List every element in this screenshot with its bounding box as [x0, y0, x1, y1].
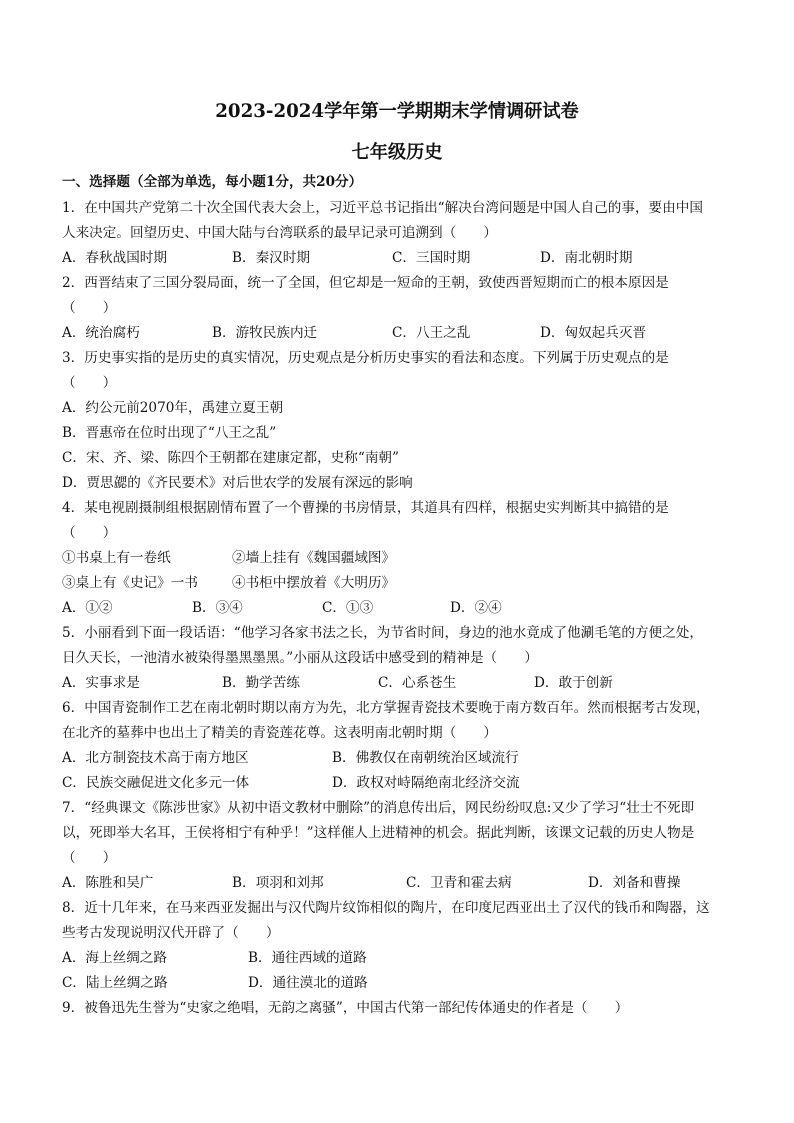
question-6-option-c: C．民族交融促进文化多元一体	[62, 775, 250, 791]
question-4-item-1: ①书桌上有一卷纸	[62, 550, 171, 566]
exam-subtitle: 七年级历史	[351, 142, 443, 163]
question-1-text-line-1: 1．在中国共产党第二十次全国代表大会上，习近平总书记指出“解决台湾问题是中国人自己的事，要由中国	[62, 200, 703, 216]
question-8-option-c: C．陆上丝绸之路	[62, 975, 168, 991]
question-5-option-d: D．敢于创新	[534, 675, 613, 691]
question-2-text-line-1: 2．西晋结束了三国分裂局面，统一了全国，但它却是一短命的王朝，致使西晋短期而亡的根本原因是	[62, 275, 669, 291]
question-4-text-line-1: 4．某电视剧摄制组根据剧情布置了一个曹操的书房情景，其道具有四样，根据史实判断其中搞错的是	[62, 500, 669, 516]
question-1-option-b: B．秦汉时期	[232, 250, 310, 266]
question-8-text-line-2: 些考古发现说明汉代开辟了（ ）	[62, 925, 280, 941]
question-4-item-3: ③桌上有《史记》一书	[62, 575, 198, 591]
question-6-text-line-2: 在北齐的墓葬中也出土了精美的青瓷莲花尊。这表明南北朝时期（ ）	[62, 725, 497, 741]
question-5-option-a: A．实事求是	[62, 675, 140, 691]
question-4-item-4: ④书柜中摆放着《大明历》	[232, 575, 396, 591]
question-9-text-line-1: 9．被鲁迅先生誉为“史家之绝唱，无韵之离骚”，中国古代第一部纪传体通史的作者是（ ）	[62, 1000, 629, 1016]
question-3-option-a: A．约公元前2070年，禹建立夏王朝	[62, 400, 284, 416]
question-3-option-b: B．晋惠帝在位时出现了“八王之乱”	[62, 425, 277, 441]
question-4-option-c: C．①③	[322, 600, 374, 616]
question-8-option-a: A．海上丝绸之路	[62, 950, 167, 966]
question-3-text-line-1: 3．历史事实指的是历史的真实情况，历史观点是分析历史事实的看法和态度。下列属于历史观点的是	[62, 350, 669, 366]
question-1-text-line-2: 人来决定。回望历史、中国大陆与台湾联系的最早记录可追溯到（ ）	[62, 225, 497, 241]
question-6-option-d: D．政权对峙隔绝南北经济交流	[332, 775, 520, 791]
question-7-option-b: B．项羽和刘邦	[232, 875, 324, 891]
question-4-option-a: A．①②	[62, 600, 113, 616]
question-7-text-line-2: 以，死即举大名耳，王侯将相宁有种乎！”这样催人上进精神的机会。据此判断，该课文记载的历史人物是	[62, 825, 695, 841]
question-4-option-b: B．③④	[192, 600, 243, 616]
question-7-option-d: D．刘备和曹操	[588, 875, 681, 891]
question-1-option-a: A．春秋战国时期	[62, 250, 167, 266]
exam-title: 2023-2024学年第一学期期末学情调研试卷	[215, 101, 579, 122]
question-8-text-line-1: 8．近十几年来，在马来西亚发掘出与汉代陶片纹饰相似的陶片，在印度尼西亚出土了汉代的钱币和陶器，这	[62, 900, 710, 916]
question-1-option-d: D．南北朝时期	[540, 250, 633, 266]
question-5-text-line-1: 5．小丽看到下面一段话语：“他学习各家书法之长，为节省时间，身边的池水竟成了他涮毛笔的方便之处，	[62, 625, 703, 641]
question-7-text-line-1: 7．“经典课文《陈涉世家》从初中语文教材中删除”的消息传出后，网民纷纷叹息:又少了学习“壮士不死即	[62, 800, 695, 816]
question-2-option-d: D．匈奴起兵灭晋	[540, 325, 647, 341]
question-4-item-2: ②墙上挂有《魏国疆域图》	[232, 550, 396, 566]
question-2-option-a: A．统治腐朽	[62, 325, 140, 341]
question-3-option-d: D．贾思勰的《齐民要术》对后世农学的发展有深远的影响	[62, 475, 413, 491]
question-5-option-b: B．勤学苦练	[222, 675, 300, 691]
question-2-option-c: C．八王之乱	[392, 325, 471, 341]
section-heading: 一、选择题（全部为单选，每小题1分，共20分）	[62, 174, 363, 190]
question-7-option-a: A．陈胜和吴广	[62, 875, 154, 891]
question-7-text-line-3: （ ）	[62, 850, 117, 866]
question-5-option-c: C．心系苍生	[378, 675, 457, 691]
question-3-text-line-2: （ ）	[62, 375, 117, 391]
question-6-text-line-1: 6．中国青瓷制作工艺在南北朝时期以南方为先，北方掌握青瓷技术要晚于南方数百年。然而根据考古发现，	[62, 700, 710, 716]
question-2-text-line-2: （ ）	[62, 300, 117, 316]
question-7-option-c: C．卫青和霍去病	[406, 875, 512, 891]
question-4-option-d: D．②④	[450, 600, 502, 616]
question-4-text-line-2: （ ）	[62, 525, 117, 541]
question-8-option-d: D．通往漠北的道路	[248, 975, 368, 991]
question-8-option-b: B．通往西域的道路	[248, 950, 367, 966]
question-5-text-line-2: 日久天长，一池清水被染得墨黑墨黑。”小丽从这段话中感受到的精神是（ ）	[62, 650, 538, 666]
question-2-option-b: B．游牧民族内迁	[212, 325, 318, 341]
question-6-option-a: A．北方制瓷技术高于南方地区	[62, 750, 249, 766]
question-1-option-c: C．三国时期	[392, 250, 471, 266]
question-3-option-c: C．宋、齐、梁、陈四个王朝都在建康定都，史称“南朝”	[62, 450, 399, 466]
question-6-option-b: B．佛教仅在南朝统治区域流行	[332, 750, 519, 766]
